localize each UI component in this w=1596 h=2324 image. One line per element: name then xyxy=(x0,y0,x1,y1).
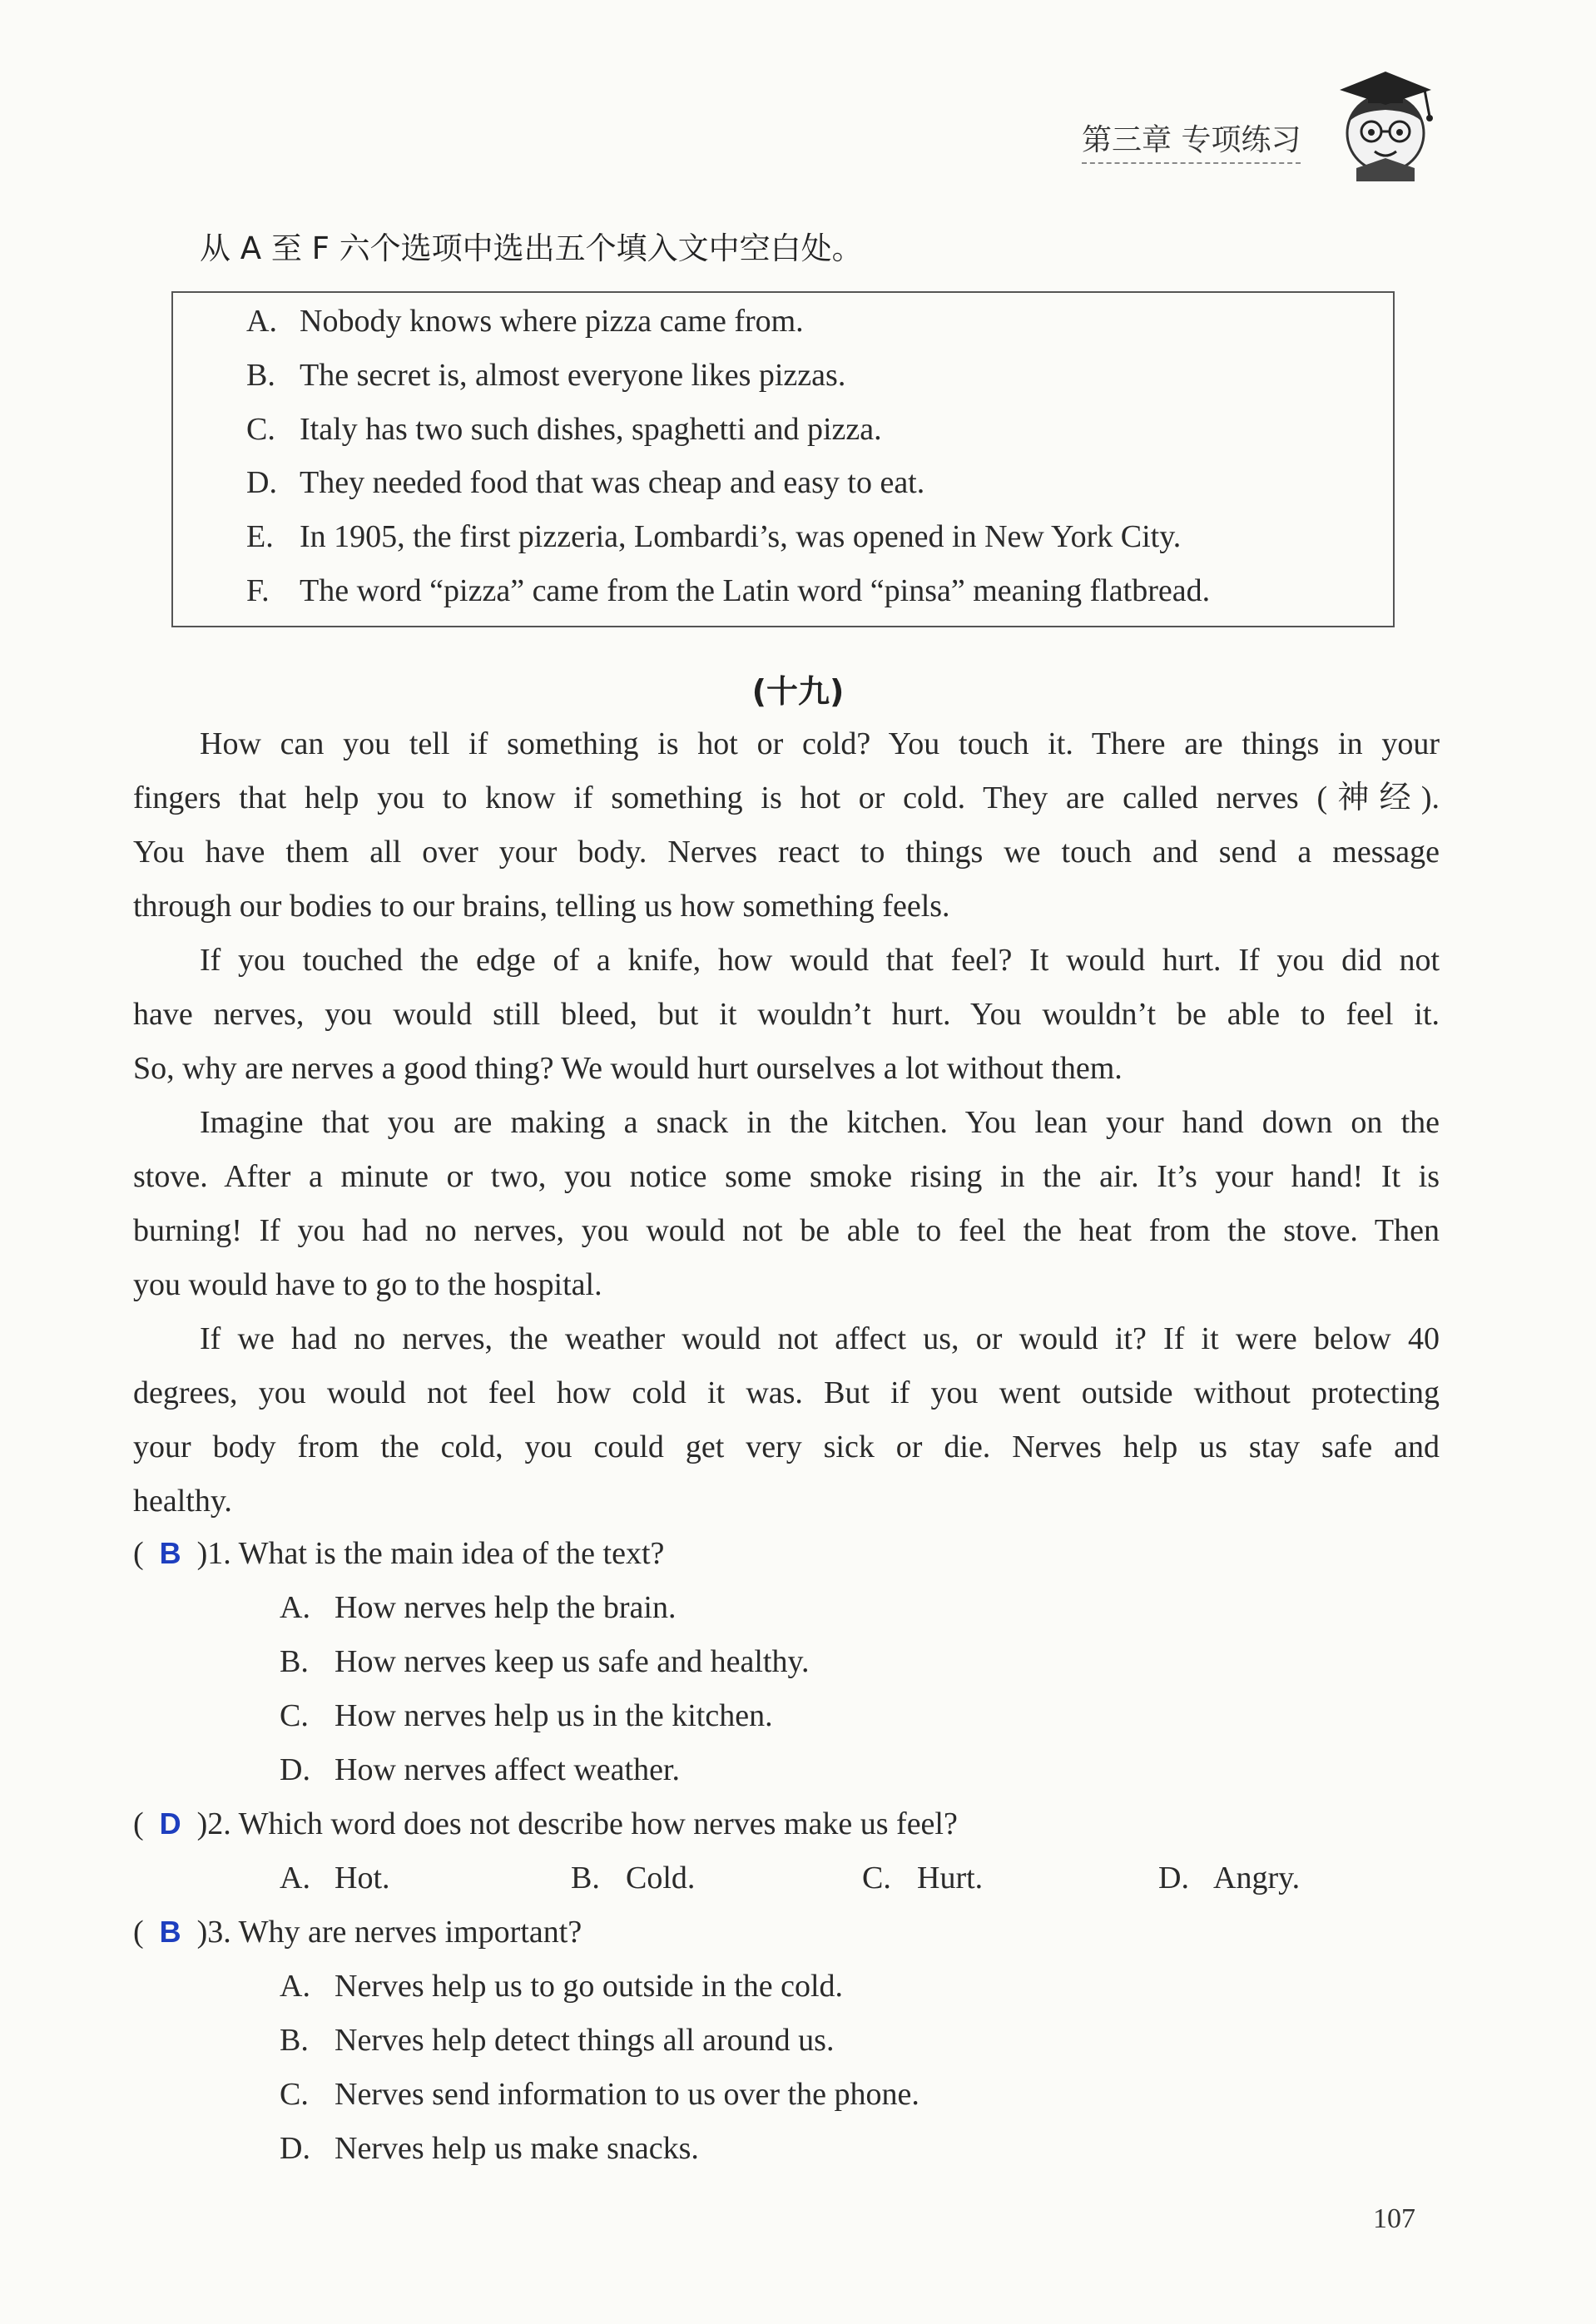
passage-paragraph: If you touched the edge of a knife, how would that feel? It would hurt. If you did not have nerves, you would still bleed, but it wouldn’t hurt. You wouldn’t be able to feel it. So, why are nerves a good thing? We would hurt ourselves a lot without them. xyxy=(133,943,1440,1086)
choice-item: C. How nerves help us in the kitchen. xyxy=(280,1698,773,1733)
choice-item: D. How nerves affect weather. xyxy=(280,1752,680,1787)
chapter-header: 第三章 专项练习 xyxy=(1082,116,1301,164)
option-item: D. They needed food that was cheap and easy to eat. xyxy=(246,465,925,500)
answer-mark: D xyxy=(159,1806,181,1841)
option-item: C. Italy has two such dishes, spaghetti and pizza. xyxy=(246,412,882,447)
option-item: F. The word “pizza” came from the Latin word “pinsa” meaning flatbread. xyxy=(246,573,1211,608)
choice-item: C. Hurt. xyxy=(862,1861,984,1895)
option-item: A. Nobody knows where pizza came from. xyxy=(246,304,804,339)
section-title: (十九) xyxy=(751,673,845,710)
choice-item: B. How nerves keep us safe and healthy. xyxy=(280,1644,810,1679)
answer-mark: B xyxy=(159,1915,181,1949)
question-text: Which word does not describe how nerves make us feel? xyxy=(238,1806,958,1841)
passage-paragraph: How can you tell if something is hot or cold? You touch it. There are things in your fingers that help you to know if something is hot or cold. They are called nerves (神经). You have them all over your body. Nerves react to things we touch and send a message through our bodies to our brains, telling us how something feels. xyxy=(133,726,1440,924)
passage-paragraph: If we had no nerves, the weather would not affect us, or would it? If it were below 40 degrees, you would not feel how cold it was. But if you went outside without protecting your body from the cold, you could get very sick or die. Nerves help us stay safe and healthy. xyxy=(133,1321,1440,1519)
choice-item: A. Hot. xyxy=(280,1861,390,1895)
option-item: B. The secret is, almost everyone likes pizzas. xyxy=(246,358,846,393)
choice-item: D. Angry. xyxy=(1158,1861,1301,1895)
page-number: 107 xyxy=(1373,2203,1415,2234)
options-box xyxy=(171,291,1395,627)
question-2: ( D )2. Which word does not describe how nerves make us feel? xyxy=(133,1806,958,1841)
option-item: E. In 1905, the first pizzeria, Lombardi’s, was opened in New York City. xyxy=(246,519,1182,554)
question-3: ( B )3. Why are nerves important? xyxy=(133,1915,582,1950)
question-text: Why are nerves important? xyxy=(238,1915,582,1950)
choice-item: D. Nerves help us make snacks. xyxy=(280,2131,699,2166)
scholar-mascot-icon xyxy=(1331,65,1440,181)
choice-item: A. How nerves help the brain. xyxy=(280,1590,677,1625)
instruction-text: 从 A 至 F 六个选项中选出五个填入文中空白处。 xyxy=(200,230,863,266)
passage-paragraph: Imagine that you are making a snack in the kitchen. You lean your hand down on the stove. After a minute or two, you notice some smoke rising in the air. It’s your hand! It is burning! If you had no nerves, you would not be able to feel the heat from the stove. Then you would have to go to the hospital. xyxy=(133,1105,1440,1302)
question-1: ( B )1. What is the main idea of the text? xyxy=(133,1536,665,1571)
choice-item: C. Nerves send information to us over the phone. xyxy=(280,2077,919,2112)
answer-mark: B xyxy=(159,1536,181,1570)
choice-item: A. Nerves help us to go outside in the cold. xyxy=(280,1969,844,2004)
question-text: What is the main idea of the text? xyxy=(238,1536,665,1571)
choice-item: B. Cold. xyxy=(571,1861,696,1895)
choice-item: B. Nerves help detect things all around us. xyxy=(280,2023,835,2058)
